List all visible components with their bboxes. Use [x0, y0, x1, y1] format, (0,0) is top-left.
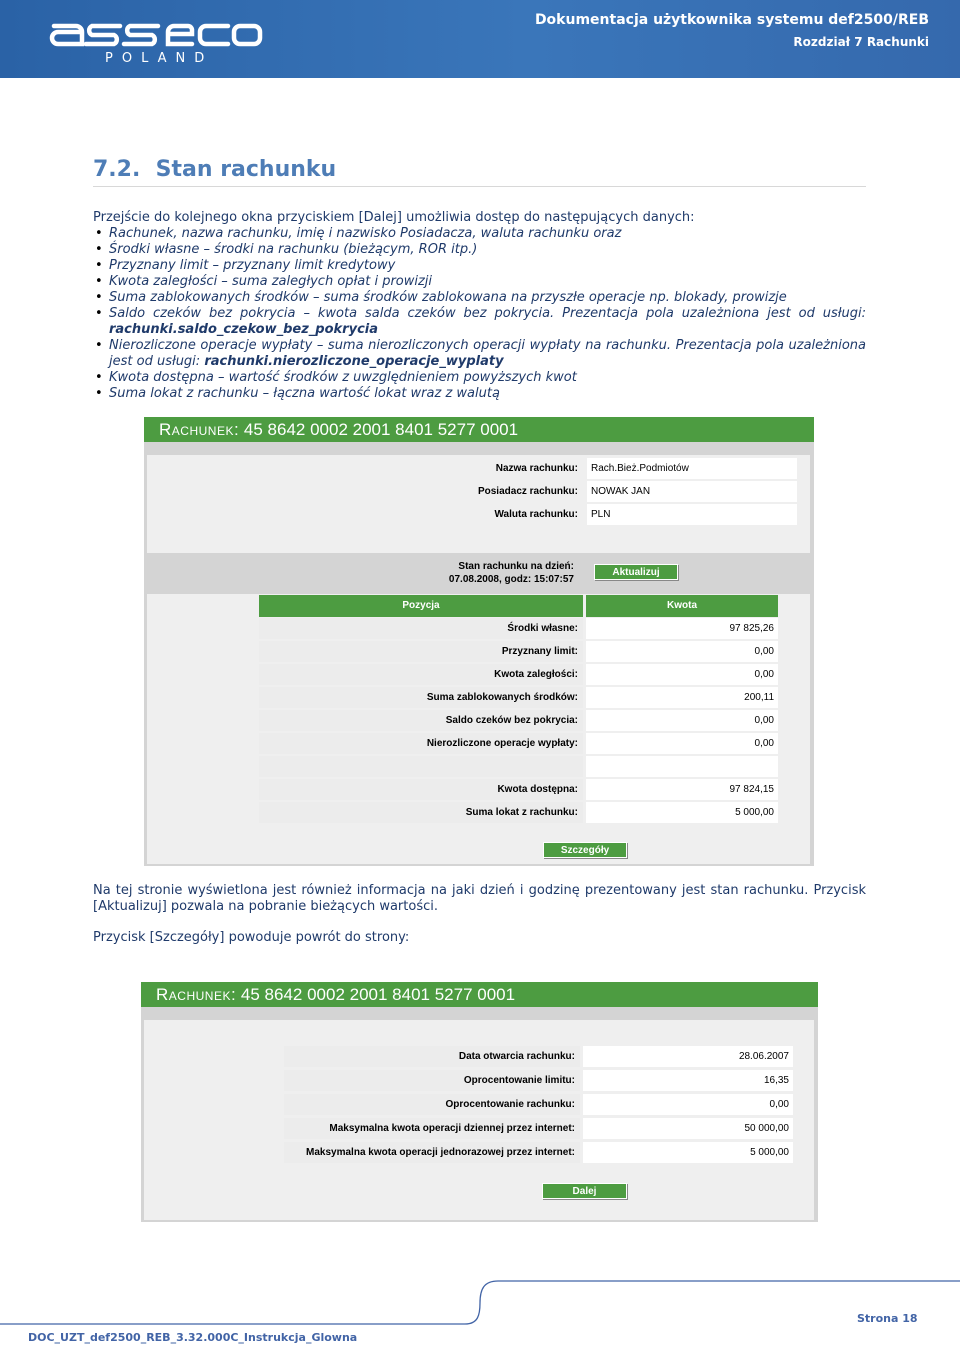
info-label: Posiadacz rachunku: — [477, 486, 578, 497]
account-title-prefix: Rachunek: — [159, 420, 240, 439]
list-item-text: Nierozliczone operacje wypłaty – suma nierozliczonych operacji wypłaty na rachunku. Prezentacja pola uzależniona jest od usługi: — [109, 338, 866, 369]
list-item: • Przyznany limit – przyznany limit kredytowy — [93, 258, 866, 274]
balance-value: 0,00 — [586, 710, 778, 731]
balance-label: Suma lokat z rachunku: — [259, 802, 583, 823]
chapter-title: Rozdział 7 Rachunki — [793, 35, 929, 49]
service-code: rachunki.nierozliczone_operacje_wyplaty — [204, 354, 504, 369]
spacer-cell — [259, 756, 583, 777]
table-row — [259, 687, 779, 708]
info-row — [147, 504, 810, 525]
detail-label: Oprocentowanie rachunku: — [284, 1094, 580, 1115]
detail-value: 50 000,00 — [583, 1118, 793, 1139]
service-code: rachunki.saldo_czekow_bez_pokrycia — [109, 322, 379, 337]
detail-value: 5 000,00 — [583, 1142, 793, 1163]
balance-value: 97 825,26 — [586, 618, 778, 639]
table-row — [284, 1142, 794, 1163]
list-item: • Suma lokat z rachunku – łączna wartość lokat wraz z walutą — [93, 386, 866, 402]
table-row — [259, 641, 779, 662]
account-title-bar — [141, 982, 818, 1007]
document-title: Dokumentacja użytkownika systemu def2500/REB — [534, 12, 929, 28]
list-item: • Środki własne – środki na rachunku (bieżącym, ROR itp.) — [93, 242, 866, 258]
status-date — [434, 560, 574, 586]
section-heading — [93, 157, 336, 182]
balance-label: Nierozliczone operacje wypłaty: — [259, 733, 583, 754]
account-details-screenshot — [141, 982, 818, 1222]
table-row — [284, 1046, 794, 1067]
status-date-value: 07.08.2008, godz: 15:07:57 — [448, 574, 574, 585]
detail-label: Oprocentowanie limitu: — [284, 1070, 580, 1091]
page-number: Strona 18 — [857, 1312, 918, 1325]
balance-value: 0,00 — [586, 664, 778, 685]
info-label: Waluta rachunku: — [494, 509, 578, 520]
table-row — [259, 664, 779, 685]
balance-label: Suma zablokowanych środków: — [259, 687, 583, 708]
table-row — [259, 618, 779, 639]
paragraph-details: Przycisk [Szczegóły] powoduje powrót do strony: — [93, 930, 410, 945]
list-item: • Suma zablokowanych środków – suma środków zablokowana na przyszłe operacje np. blokady, prowizje — [93, 290, 866, 306]
balance-label: Środki własne: — [259, 618, 583, 639]
table-row — [259, 802, 779, 823]
detail-value: 16,35 — [583, 1070, 793, 1091]
balance-value: 0,00 — [586, 733, 778, 754]
balance-label: Saldo czeków bez pokrycia: — [259, 710, 583, 731]
account-title-prefix: Rachunek: — [156, 985, 237, 1004]
info-row — [147, 458, 810, 479]
heading-divider — [93, 186, 866, 187]
info-value: Rach.Bież.Podmiotów — [587, 458, 797, 479]
detail-label: Maksymalna kwota operacji dziennej przez internet: — [284, 1118, 580, 1139]
balance-label: Kwota dostępna: — [259, 779, 583, 800]
detail-value: 0,00 — [583, 1094, 793, 1115]
detail-label: Maksymalna kwota operacji jednorazowej przez internet: — [284, 1142, 580, 1163]
asseco-logo — [48, 14, 263, 48]
section-title: Stan rachunku — [155, 157, 337, 182]
table-row — [259, 779, 779, 800]
table-row — [259, 710, 779, 731]
paragraph-refresh: Na tej stronie wyświetlona jest również informacja na jaki dzień i godzinę prezentowany jest stan rachunku. Przycisk [Aktualizuj] pozwala na pobranie bieżących wartości. — [93, 883, 866, 914]
balance-value: 5 000,00 — [586, 802, 778, 823]
column-header-amount: Kwota — [586, 595, 778, 617]
next-button[interactable]: Dalej — [542, 1183, 627, 1199]
logo-subtitle: POLAND — [105, 51, 214, 66]
column-header-position: Pozycja — [259, 595, 583, 617]
info-row — [147, 481, 810, 502]
info-value: NOWAK JAN — [587, 481, 797, 502]
detail-label: Data otwarcia rachunku: — [284, 1046, 580, 1067]
balance-value: 97 824,15 — [586, 779, 778, 800]
table-row — [284, 1070, 794, 1091]
field-list — [93, 226, 866, 402]
table-row — [284, 1094, 794, 1115]
balance-value: 200,11 — [586, 687, 778, 708]
list-item — [93, 338, 866, 370]
list-item-text: Saldo czeków bez pokrycia – kwota salda czeków bez pokrycia. Prezentacja pola uzależniona jest od usługi: — [109, 306, 866, 321]
intro-paragraph: Przejście do kolejnego okna przyciskiem [Dalej] umożliwia dostęp do następujących danych: — [93, 210, 695, 225]
details-button[interactable]: Szczegóły — [543, 842, 627, 858]
table-row — [259, 733, 779, 754]
page-header — [0, 0, 960, 78]
balance-label: Kwota zaległości: — [259, 664, 583, 685]
list-item: • Kwota zaległości – suma zaległych opłat i prowizji — [93, 274, 866, 290]
status-date-label: Stan rachunku na dzień: — [458, 561, 574, 572]
refresh-button[interactable]: Aktualizuj — [594, 564, 678, 580]
account-title-bar — [144, 417, 814, 442]
table-row — [284, 1118, 794, 1139]
account-number: 45 8642 0002 2001 8401 5277 0001 — [243, 420, 519, 439]
account-status-screenshot — [144, 417, 814, 866]
list-item: • Rachunek, nazwa rachunku, imię i nazwisko Posiadacza, waluta rachunku oraz — [93, 226, 866, 242]
footer-decoration — [0, 1275, 960, 1330]
info-value: PLN — [587, 504, 797, 525]
section-number: 7.2. — [93, 157, 141, 182]
account-number: 45 8642 0002 2001 8401 5277 0001 — [240, 985, 516, 1004]
spacer-cell — [586, 756, 778, 777]
balance-label: Przyznany limit: — [259, 641, 583, 662]
document-id: DOC_UZT_def2500_REB_3.32.000C_Instrukcja_Glowna — [28, 1331, 358, 1344]
list-item: • Kwota dostępna – wartość środków z uwzględnieniem powyższych kwot — [93, 370, 866, 386]
balance-value: 0,00 — [586, 641, 778, 662]
list-item — [93, 306, 866, 338]
detail-value: 28.06.2007 — [583, 1046, 793, 1067]
info-label: Nazwa rachunku: — [495, 463, 578, 474]
